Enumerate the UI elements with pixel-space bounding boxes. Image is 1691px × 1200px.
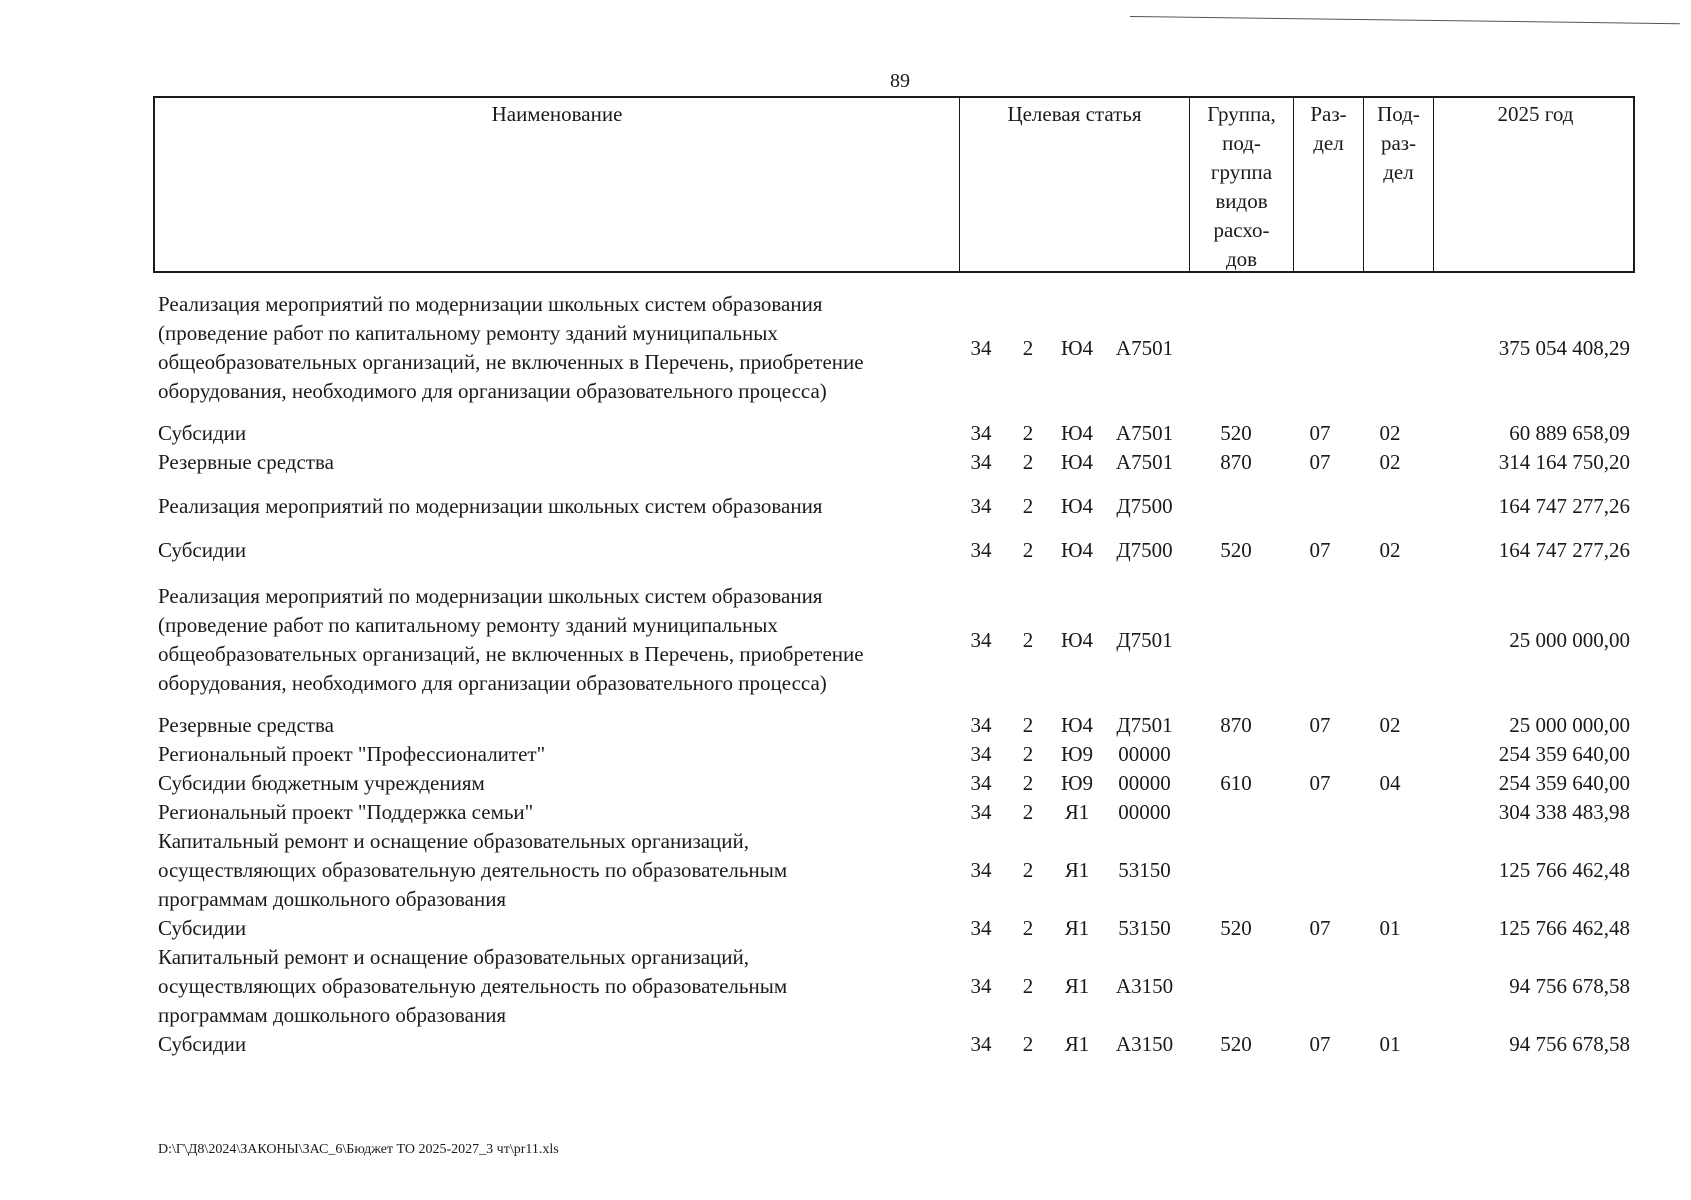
row-code-c1: 34 [970, 450, 992, 474]
row-code-c7: 01 [1379, 916, 1401, 940]
row-code-c4: А3150 [1115, 974, 1174, 998]
row-code-c3: Ю4 [1060, 713, 1094, 737]
row-code-c2: 2 [1022, 450, 1034, 474]
row-name [158, 1030, 958, 1059]
row-name-line: общеобразовательных организаций, не включенных в Перечень, приобретение [158, 350, 864, 374]
row-code-c2: 2 [1022, 800, 1034, 824]
row-amount: 60 889 658,09 [1509, 421, 1630, 445]
row-amount: 125 766 462,48 [1498, 858, 1630, 882]
row-name-line: оборудования, необходимого для организации образовательного процесса) [158, 379, 827, 403]
row-name-line: Региональный проект "Поддержка семьи" [158, 800, 534, 824]
row-code-c3: Ю4 [1060, 494, 1094, 518]
row-name-line: общеобразовательных организаций, не включенных в Перечень, приобретение [158, 642, 864, 666]
row-code-c4: 00000 [1118, 771, 1171, 795]
header-subsection-line: Под- [1377, 102, 1420, 126]
row-code-c1: 34 [970, 1032, 992, 1056]
row-name [158, 798, 958, 827]
row-code-c6: 07 [1309, 421, 1331, 445]
row-code-c7: 02 [1379, 538, 1401, 562]
row-code-c7: 04 [1379, 771, 1401, 795]
row-code-c4: А7501 [1115, 335, 1174, 360]
row-name [158, 943, 958, 1030]
row-code-c7: 02 [1379, 450, 1401, 474]
row-code-c1: 34 [970, 916, 992, 940]
header-target-article: Целевая статья [960, 98, 1190, 271]
row-code-c1: 34 [970, 421, 992, 445]
header-subsection-line: раз- [1380, 131, 1417, 155]
row-code-c2: 2 [1022, 538, 1034, 562]
row-code-c1: 34 [970, 494, 992, 518]
row-code-c2: 2 [1022, 627, 1034, 652]
row-code-c1: 34 [970, 974, 992, 998]
row-code-c4: 00000 [1118, 800, 1171, 824]
row-code-c3: Ю4 [1060, 335, 1094, 360]
row-code-c6: 07 [1309, 916, 1331, 940]
row-code-c2: 2 [1022, 974, 1034, 998]
row-code-c4: А7501 [1115, 450, 1174, 474]
row-code-c6: 07 [1309, 538, 1331, 562]
row-code-c4: Д7500 [1116, 494, 1173, 518]
row-code-c3: Я1 [1064, 974, 1090, 998]
row-name [158, 290, 958, 406]
header-group-line: под- [1222, 131, 1261, 155]
row-code-c2: 2 [1022, 742, 1034, 766]
row-code-c7: 02 [1379, 713, 1401, 737]
header-group-line: группа [1210, 160, 1273, 184]
row-name-line: Реализация мероприятий по модернизации школьных систем образования [158, 494, 823, 518]
row-name-line: (проведение работ по капитальному ремонту зданий муниципальных [158, 613, 778, 637]
header-year-2025: 2025 год [1497, 102, 1574, 126]
row-name-line: Капитальный ремонт и оснащение образовательных организаций, [158, 945, 750, 969]
row-amount: 94 756 678,58 [1509, 1032, 1630, 1056]
row-code-c1: 34 [970, 335, 992, 360]
row-name [158, 711, 958, 740]
row-name-line: программам дошкольного образования [158, 887, 507, 911]
row-name-line: Субсидии бюджетным учреждениям [158, 771, 485, 795]
row-name-line: осуществляющих образовательную деятельность по образовательным [158, 974, 788, 998]
row-name-line: Резервные средства [158, 713, 334, 737]
row-code-c2: 2 [1022, 494, 1034, 518]
row-name-line: Капитальный ремонт и оснащение образовательных организаций, [158, 829, 750, 853]
row-name-line: Резервные средства [158, 450, 334, 474]
row-code-c3: Я1 [1064, 916, 1090, 940]
row-name [158, 448, 958, 477]
row-amount: 375 054 408,29 [1498, 335, 1630, 360]
row-name-line: Субсидии [158, 421, 247, 445]
row-name [158, 740, 958, 769]
row-code-c6: 07 [1309, 450, 1331, 474]
row-code-c3: Ю9 [1060, 742, 1094, 766]
page-number: 89 [890, 70, 910, 92]
row-amount: 254 359 640,00 [1498, 771, 1630, 795]
row-code-c7: 01 [1379, 1032, 1401, 1056]
row-name [158, 419, 958, 448]
row-code-c1: 34 [970, 713, 992, 737]
row-amount: 314 164 750,20 [1498, 450, 1630, 474]
row-code-c3: Ю9 [1060, 771, 1094, 795]
row-name [158, 582, 958, 698]
row-code-c2: 2 [1022, 335, 1034, 360]
row-amount: 94 756 678,58 [1509, 974, 1630, 998]
row-amount: 254 359 640,00 [1498, 742, 1630, 766]
row-code-c2: 2 [1022, 713, 1034, 737]
row-code-c4: Д7500 [1116, 538, 1173, 562]
row-amount: 125 766 462,48 [1498, 916, 1630, 940]
row-name-line: (проведение работ по капитальному ремонту зданий муниципальных [158, 321, 778, 345]
row-code-c1: 34 [970, 538, 992, 562]
row-code-c6: 07 [1309, 1032, 1331, 1056]
row-code-c6: 07 [1309, 713, 1331, 737]
header-section-line: Раз- [1310, 102, 1347, 126]
row-name-line: Субсидии [158, 916, 247, 940]
row-code-c4: 53150 [1118, 858, 1171, 882]
row-code-c6: 07 [1309, 771, 1331, 795]
row-name-line: Субсидии [158, 538, 247, 562]
row-amount: 304 338 483,98 [1498, 800, 1630, 824]
row-code-c4: 53150 [1118, 916, 1171, 940]
row-code-c1: 34 [970, 800, 992, 824]
row-code-c2: 2 [1022, 858, 1034, 882]
row-code-c3: Ю4 [1060, 421, 1094, 445]
row-name [158, 769, 958, 798]
footer-file-path: D:\Г\Д8\2024\ЗАКОНЫ\ЗАС_6\Бюджет ТО 2025-2027_3 чт\pr11.xls [158, 1142, 559, 1157]
row-code-c2: 2 [1022, 1032, 1034, 1056]
row-name [158, 914, 958, 943]
row-code-c1: 34 [970, 771, 992, 795]
row-code-c3: Ю4 [1060, 450, 1094, 474]
row-code-c1: 34 [970, 858, 992, 882]
row-code-c5: 610 [1220, 771, 1252, 795]
row-code-c3: Я1 [1064, 800, 1090, 824]
row-code-c3: Ю4 [1060, 538, 1094, 562]
header-section-line: дел [1313, 131, 1344, 155]
row-code-c2: 2 [1022, 771, 1034, 795]
row-code-c3: Я1 [1064, 1032, 1090, 1056]
row-name-line: программам дошкольного образования [158, 1003, 507, 1027]
row-amount: 164 747 277,26 [1498, 494, 1630, 518]
header-group-line: Группа, [1207, 102, 1276, 126]
row-code-c1: 34 [970, 627, 992, 652]
row-name-line: осуществляющих образовательную деятельность по образовательным [158, 858, 788, 882]
header-subsection-line: дел [1383, 160, 1414, 184]
row-name-line: Реализация мероприятий по модернизации школьных систем образования [158, 584, 823, 608]
row-code-c5: 520 [1220, 421, 1252, 445]
row-amount: 25 000 000,00 [1509, 627, 1630, 652]
row-code-c4: А7501 [1115, 421, 1174, 445]
header-group-line: видов [1215, 189, 1268, 213]
row-code-c5: 520 [1220, 538, 1252, 562]
header-name: Наименование [155, 98, 960, 271]
row-amount: 25 000 000,00 [1509, 713, 1630, 737]
row-code-c5: 520 [1220, 916, 1252, 940]
row-code-c3: Ю4 [1060, 627, 1094, 652]
row-name-line: Региональный проект "Профессионалитет" [158, 742, 546, 766]
row-code-c2: 2 [1022, 916, 1034, 940]
row-code-c2: 2 [1022, 421, 1034, 445]
row-code-c4: 00000 [1118, 742, 1171, 766]
row-code-c5: 870 [1220, 713, 1252, 737]
row-name [158, 492, 958, 521]
row-amount: 164 747 277,26 [1498, 538, 1630, 562]
header-group-line: дов [1225, 247, 1258, 271]
row-code-c1: 34 [970, 742, 992, 766]
row-name-line: Реализация мероприятий по модернизации школьных систем образования [158, 292, 823, 316]
row-code-c4: А3150 [1115, 1032, 1174, 1056]
row-code-c4: Д7501 [1116, 713, 1173, 737]
row-name [158, 536, 958, 565]
row-code-c3: Я1 [1064, 858, 1090, 882]
row-code-c4: Д7501 [1116, 627, 1173, 652]
row-name-line: Субсидии [158, 1032, 247, 1056]
row-code-c7: 02 [1379, 421, 1401, 445]
header-group-line: расхо- [1213, 218, 1270, 242]
row-code-c5: 520 [1220, 1032, 1252, 1056]
row-name-line: оборудования, необходимого для организации образовательного процесса) [158, 671, 827, 695]
row-name [158, 827, 958, 914]
row-code-c5: 870 [1220, 450, 1252, 474]
